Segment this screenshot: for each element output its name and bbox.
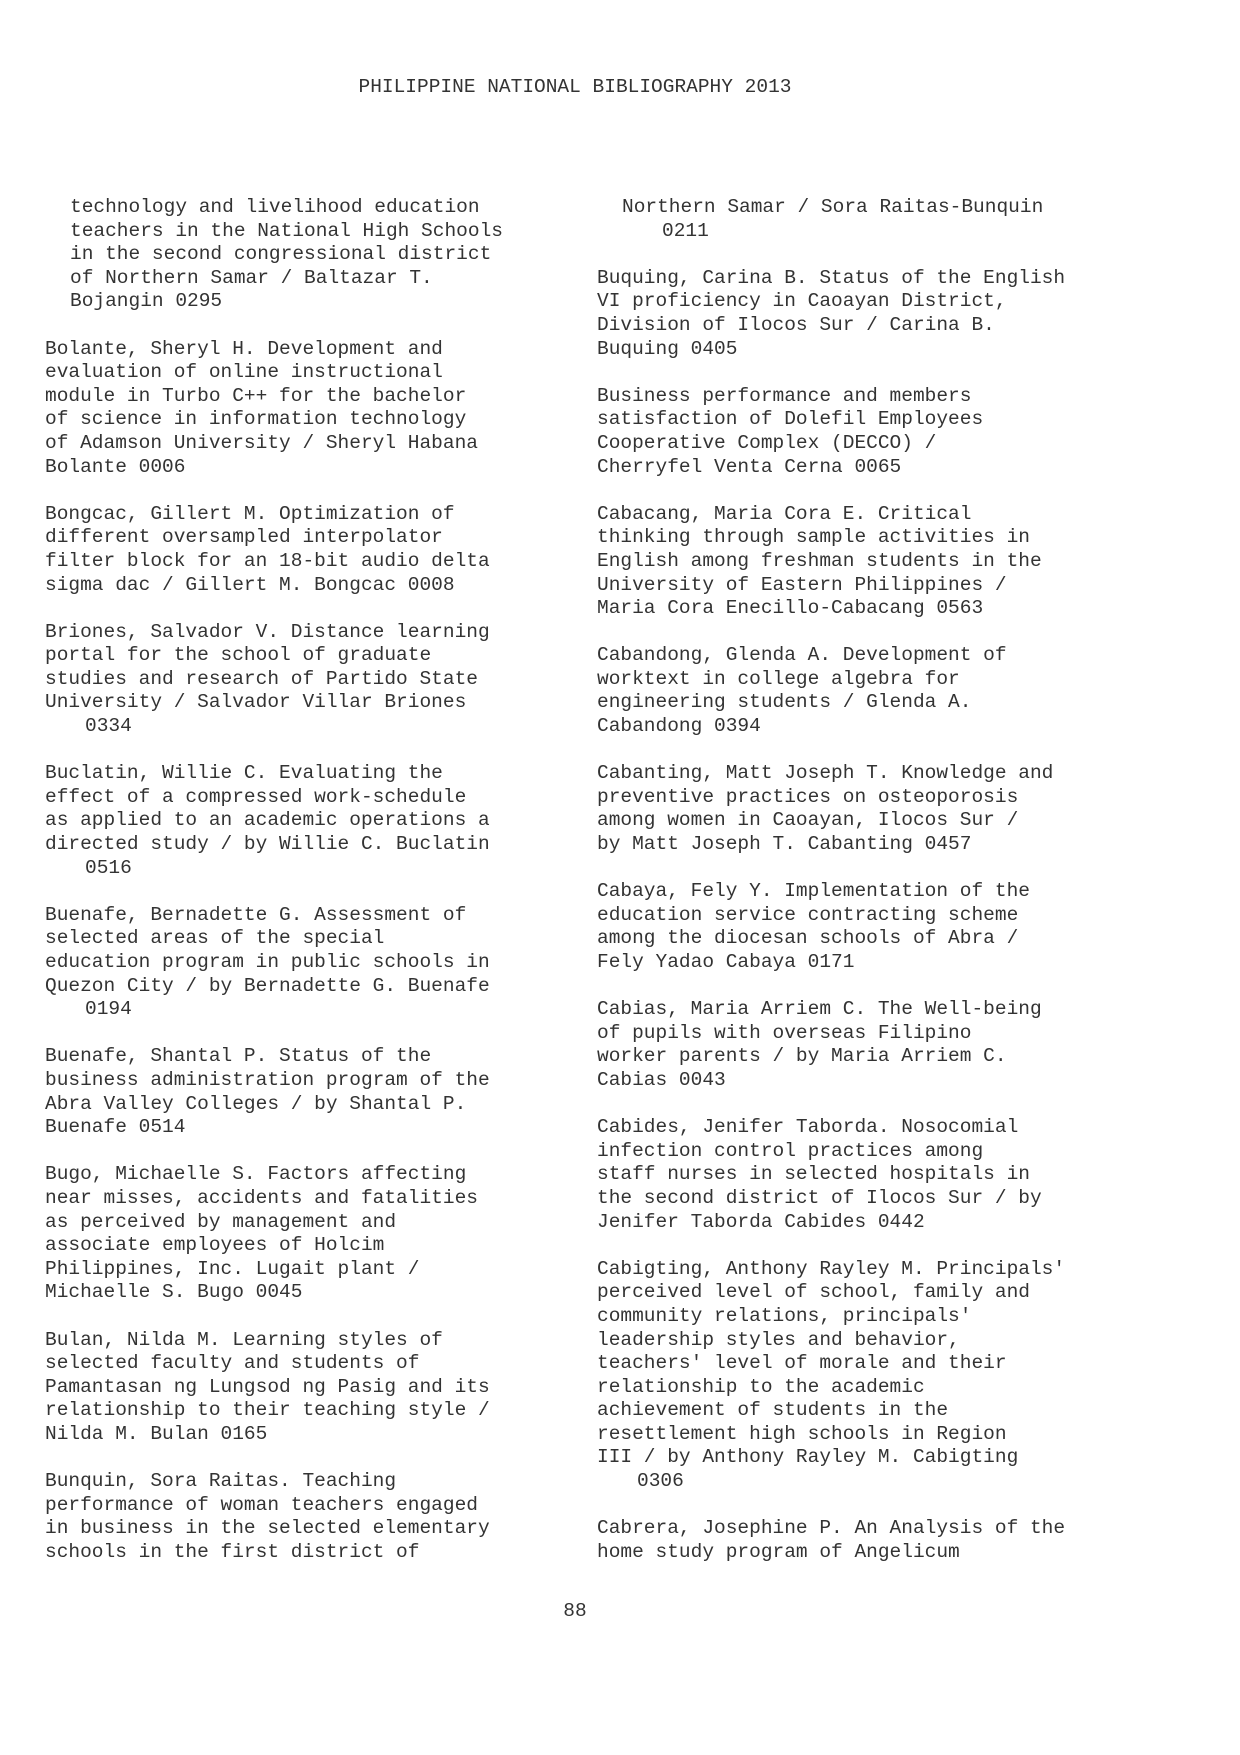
entry-line: Maria Cora Enecillo-Cabacang 0563 bbox=[597, 597, 984, 620]
entry-line: leadership styles and behavior, bbox=[597, 1328, 960, 1351]
entry-line: Bugo, Michaelle S. Factors affecting bbox=[45, 1163, 467, 1186]
entry-number: 0194 bbox=[85, 998, 132, 1021]
entry-line: in the second congressional district bbox=[70, 243, 492, 266]
entry-line: Northern Samar / Sora Raitas-Bunquin bbox=[622, 196, 1044, 218]
entry-line: III / by Anthony Rayley M. Cabigting bbox=[597, 1446, 1019, 1469]
entry-line: education service contracting scheme bbox=[597, 903, 1019, 926]
entry-line: Buclatin, Willie C. Evaluating the bbox=[45, 762, 443, 785]
entry-line: Philippines, Inc. Lugait plant / bbox=[45, 1257, 420, 1280]
bibliography-entry bbox=[45, 338, 565, 480]
entry-line: Cabides, Jenifer Taborda. Nosocomial bbox=[597, 1116, 1019, 1139]
entry-line: Cabias, Maria Arriem C. The Well-being bbox=[597, 998, 1042, 1021]
entry-number: 0211 bbox=[662, 219, 709, 242]
entry-line: Cabandong, Glenda A. Development of bbox=[597, 644, 1007, 667]
entry-line: VI proficiency in Caoayan District, bbox=[597, 290, 1007, 313]
entry-line: Michaelle S. Bugo 0045 bbox=[45, 1281, 303, 1304]
entry-line: infection control practices among bbox=[597, 1139, 984, 1162]
entry-line: University / Salvador Villar Briones bbox=[45, 691, 467, 714]
bibliography-entry bbox=[45, 1163, 565, 1305]
entry-line: technology and livelihood education bbox=[70, 196, 480, 218]
bibliography-entry bbox=[597, 1517, 1137, 1564]
entry-line: Bolante, Sheryl H. Development and bbox=[45, 337, 443, 360]
entry-number: 0334 bbox=[85, 715, 132, 738]
bibliography-entry bbox=[597, 267, 1137, 361]
entry-line: community relations, principals' bbox=[597, 1304, 972, 1327]
entry-line: relationship to their teaching style / bbox=[45, 1399, 490, 1422]
entry-line: Bongcac, Gillert M. Optimization of bbox=[45, 502, 455, 525]
entry-line: Division of Ilocos Sur / Carina B. bbox=[597, 313, 995, 336]
bibliography-entry bbox=[597, 385, 1137, 479]
entry-line: Cabias 0043 bbox=[597, 1068, 726, 1091]
bibliography-entry bbox=[45, 1470, 565, 1564]
entry-line: Bolante 0006 bbox=[45, 455, 186, 478]
entry-line: engineering students / Glenda A. bbox=[597, 691, 972, 714]
entry-line: Buquing 0405 bbox=[597, 337, 738, 360]
entry-line: Bojangin 0295 bbox=[70, 290, 223, 313]
entry-line: of science in information technology bbox=[45, 408, 467, 431]
entry-line: Pamantasan ng Lungsod ng Pasig and its bbox=[45, 1375, 490, 1398]
entry-line: selected areas of the special bbox=[45, 927, 385, 950]
entry-line: preventive practices on osteoporosis bbox=[597, 785, 1019, 808]
page-number: 88 bbox=[563, 1600, 587, 1622]
bibliography-entry bbox=[597, 1116, 1137, 1234]
entry-line: Business performance and members bbox=[597, 384, 972, 407]
entry-line: evaluation of online instructional bbox=[45, 361, 443, 384]
bibliography-entry bbox=[45, 904, 565, 1022]
entry-line: business administration program of the bbox=[45, 1068, 490, 1091]
bibliography-entry bbox=[597, 880, 1137, 974]
entry-line: different oversampled interpolator bbox=[45, 526, 443, 549]
entry-line: in business in the selected elementary bbox=[45, 1517, 490, 1540]
entry-line: among the diocesan schools of Abra / bbox=[597, 927, 1019, 950]
entry-line: Buenafe 0514 bbox=[45, 1116, 186, 1139]
entry-line: Bulan, Nilda M. Learning styles of bbox=[45, 1328, 443, 1351]
entry-line: English among freshman students in the bbox=[597, 549, 1042, 572]
entry-line: of Adamson University / Sheryl Habana bbox=[45, 431, 478, 454]
entry-line: Buenafe, Bernadette G. Assessment of bbox=[45, 903, 467, 926]
entry-line: module in Turbo C++ for the bachelor bbox=[45, 384, 467, 407]
entry-line: Bunquin, Sora Raitas. Teaching bbox=[45, 1470, 397, 1493]
entry-line: Fely Yadao Cabaya 0171 bbox=[597, 951, 855, 973]
bibliography-entry bbox=[597, 503, 1137, 621]
entry-line: Briones, Salvador V. Distance learning bbox=[45, 620, 490, 643]
entry-line: portal for the school of graduate bbox=[45, 644, 432, 667]
bibliography-entry bbox=[597, 1258, 1137, 1494]
entry-line: directed study / by Willie C. Buclatin bbox=[45, 833, 490, 856]
right-column bbox=[597, 196, 1137, 1588]
entry-line: Cabanting, Matt Joseph T. Knowledge and bbox=[597, 762, 1054, 785]
entry-line: staff nurses in selected hospitals in bbox=[597, 1163, 1030, 1186]
entry-line: Abra Valley Colleges / by Shantal P. bbox=[45, 1092, 467, 1115]
entry-line: education program in public schools in bbox=[45, 951, 490, 973]
bibliography-entry bbox=[45, 503, 565, 597]
running-header: PHILIPPINE NATIONAL BIBLIOGRAPHY 2013 bbox=[358, 76, 792, 98]
entry-line: satisfaction of Dolefil Employees bbox=[597, 408, 984, 431]
entry-line: worker parents / by Maria Arriem C. bbox=[597, 1045, 1007, 1068]
entry-line: selected faculty and students of bbox=[45, 1352, 420, 1375]
entry-line: Cabandong 0394 bbox=[597, 715, 761, 738]
entry-line: Buenafe, Shantal P. Status of the bbox=[45, 1045, 432, 1068]
entry-line: filter block for an 18-bit audio delta bbox=[45, 549, 490, 572]
entry-line: Cabaya, Fely Y. Implementation of the bbox=[597, 880, 1030, 903]
entry-line: as applied to an academic operations a bbox=[45, 809, 490, 832]
bibliography-entry bbox=[597, 998, 1137, 1092]
entry-line: University of Eastern Philippines / bbox=[597, 573, 1007, 596]
entry-line: teachers' level of morale and their bbox=[597, 1352, 1007, 1375]
bibliography-entry-continued bbox=[597, 196, 1137, 243]
entry-line: near misses, accidents and fatalities bbox=[45, 1186, 478, 1209]
entry-line: teachers in the National High Schools bbox=[70, 219, 503, 242]
entry-line: Cabacang, Maria Cora E. Critical bbox=[597, 502, 972, 525]
bibliography-entry-continued bbox=[45, 196, 565, 314]
entry-line: Cabrera, Josephine P. An Analysis of the bbox=[597, 1517, 1066, 1540]
bibliography-entry bbox=[597, 762, 1137, 856]
entry-number: 0516 bbox=[85, 856, 132, 879]
entry-line: the second district of Ilocos Sur / by bbox=[597, 1186, 1042, 1209]
bibliography-entry bbox=[45, 762, 565, 880]
entry-line: effect of a compressed work-schedule bbox=[45, 785, 467, 808]
entry-line: relationship to the academic bbox=[597, 1375, 925, 1398]
entry-number: 0306 bbox=[637, 1470, 684, 1493]
entry-line: worktext in college algebra for bbox=[597, 667, 960, 690]
entry-line: Quezon City / by Bernadette G. Buenafe bbox=[45, 974, 490, 997]
bibliography-entry bbox=[597, 644, 1137, 738]
entry-line: sigma dac / Gillert M. Bongcac 0008 bbox=[45, 573, 455, 596]
entry-line: Cherryfel Venta Cerna 0065 bbox=[597, 455, 902, 478]
entry-line: home study program of Angelicum bbox=[597, 1540, 960, 1563]
entry-line: Cooperative Complex (DECCO) / bbox=[597, 431, 937, 454]
entry-line: Nilda M. Bulan 0165 bbox=[45, 1422, 268, 1445]
entry-line: achievement of students in the bbox=[597, 1399, 949, 1422]
entry-line: thinking through sample activities in bbox=[597, 526, 1030, 549]
entry-line: as perceived by management and bbox=[45, 1210, 397, 1233]
entry-line: associate employees of Holcim bbox=[45, 1234, 385, 1257]
left-column bbox=[45, 196, 565, 1588]
entry-line: Cabigting, Anthony Rayley M. Principals' bbox=[597, 1257, 1066, 1280]
entry-line: by Matt Joseph T. Cabanting 0457 bbox=[597, 833, 972, 856]
bibliography-entry bbox=[45, 1045, 565, 1139]
entry-line: perceived level of school, family and bbox=[597, 1281, 1030, 1304]
entry-line: schools in the first district of bbox=[45, 1540, 420, 1563]
bibliography-entry bbox=[45, 1329, 565, 1447]
entry-line: among women in Caoayan, Ilocos Sur / bbox=[597, 809, 1019, 832]
entry-line: performance of woman teachers engaged bbox=[45, 1493, 478, 1516]
entry-line: studies and research of Partido State bbox=[45, 667, 478, 690]
bibliography-entry bbox=[45, 621, 565, 739]
entry-line: Jenifer Taborda Cabides 0442 bbox=[597, 1210, 925, 1233]
entry-line: resettlement high schools in Region bbox=[597, 1422, 1007, 1445]
entry-line: of Northern Samar / Baltazar T. bbox=[70, 266, 433, 289]
entry-line: Buquing, Carina B. Status of the English bbox=[597, 266, 1066, 289]
entry-line: of pupils with overseas Filipino bbox=[597, 1021, 972, 1044]
